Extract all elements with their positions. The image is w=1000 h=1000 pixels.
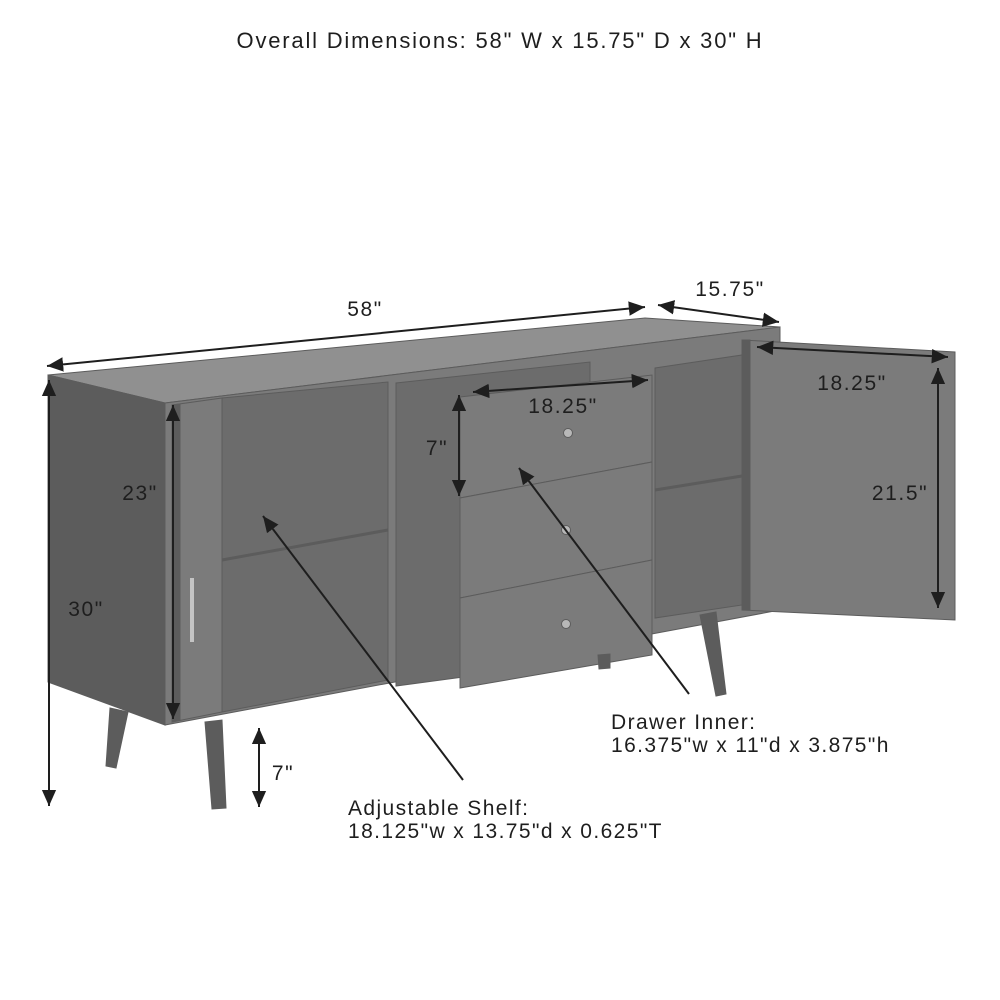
leg-height-label: 7" bbox=[271, 762, 295, 785]
left-compartment-interior bbox=[222, 382, 388, 712]
overall-height-label: 30" bbox=[68, 598, 104, 621]
leg-front-left bbox=[205, 720, 226, 809]
left-side-panel bbox=[48, 375, 165, 725]
right-door-edge bbox=[742, 340, 750, 610]
adjustable-shelf-spec: 18.125"w x 13.75"d x 0.625"T bbox=[348, 820, 663, 843]
drawer-inner-spec: 16.375"w x 11"d x 3.875"h bbox=[611, 734, 890, 757]
drawer-inner-title: Drawer Inner: bbox=[611, 711, 757, 734]
cabinet-height-label: 23" bbox=[122, 482, 158, 505]
drawer-width-label: 18.25" bbox=[528, 395, 598, 418]
overall-dimensions-title: Overall Dimensions: 58" W x 15.75" D x 30" H bbox=[236, 28, 764, 53]
door-width-label: 18.25" bbox=[817, 372, 887, 395]
depth-dimension-line bbox=[658, 305, 779, 322]
leg-back-middle bbox=[598, 654, 610, 669]
drawer-height-label: 7" bbox=[425, 437, 449, 460]
drawer-knob-top bbox=[564, 429, 573, 438]
adjustable-shelf-title: Adjustable Shelf: bbox=[348, 797, 530, 820]
drawer-knob-bottom bbox=[562, 620, 571, 629]
left-door-handle bbox=[190, 578, 194, 642]
leg-front-right bbox=[700, 612, 726, 696]
door-height-label: 21.5" bbox=[871, 482, 929, 505]
depth-label: 15.75" bbox=[695, 278, 765, 301]
width-label: 58" bbox=[347, 298, 383, 321]
leg-back-left bbox=[106, 708, 128, 768]
